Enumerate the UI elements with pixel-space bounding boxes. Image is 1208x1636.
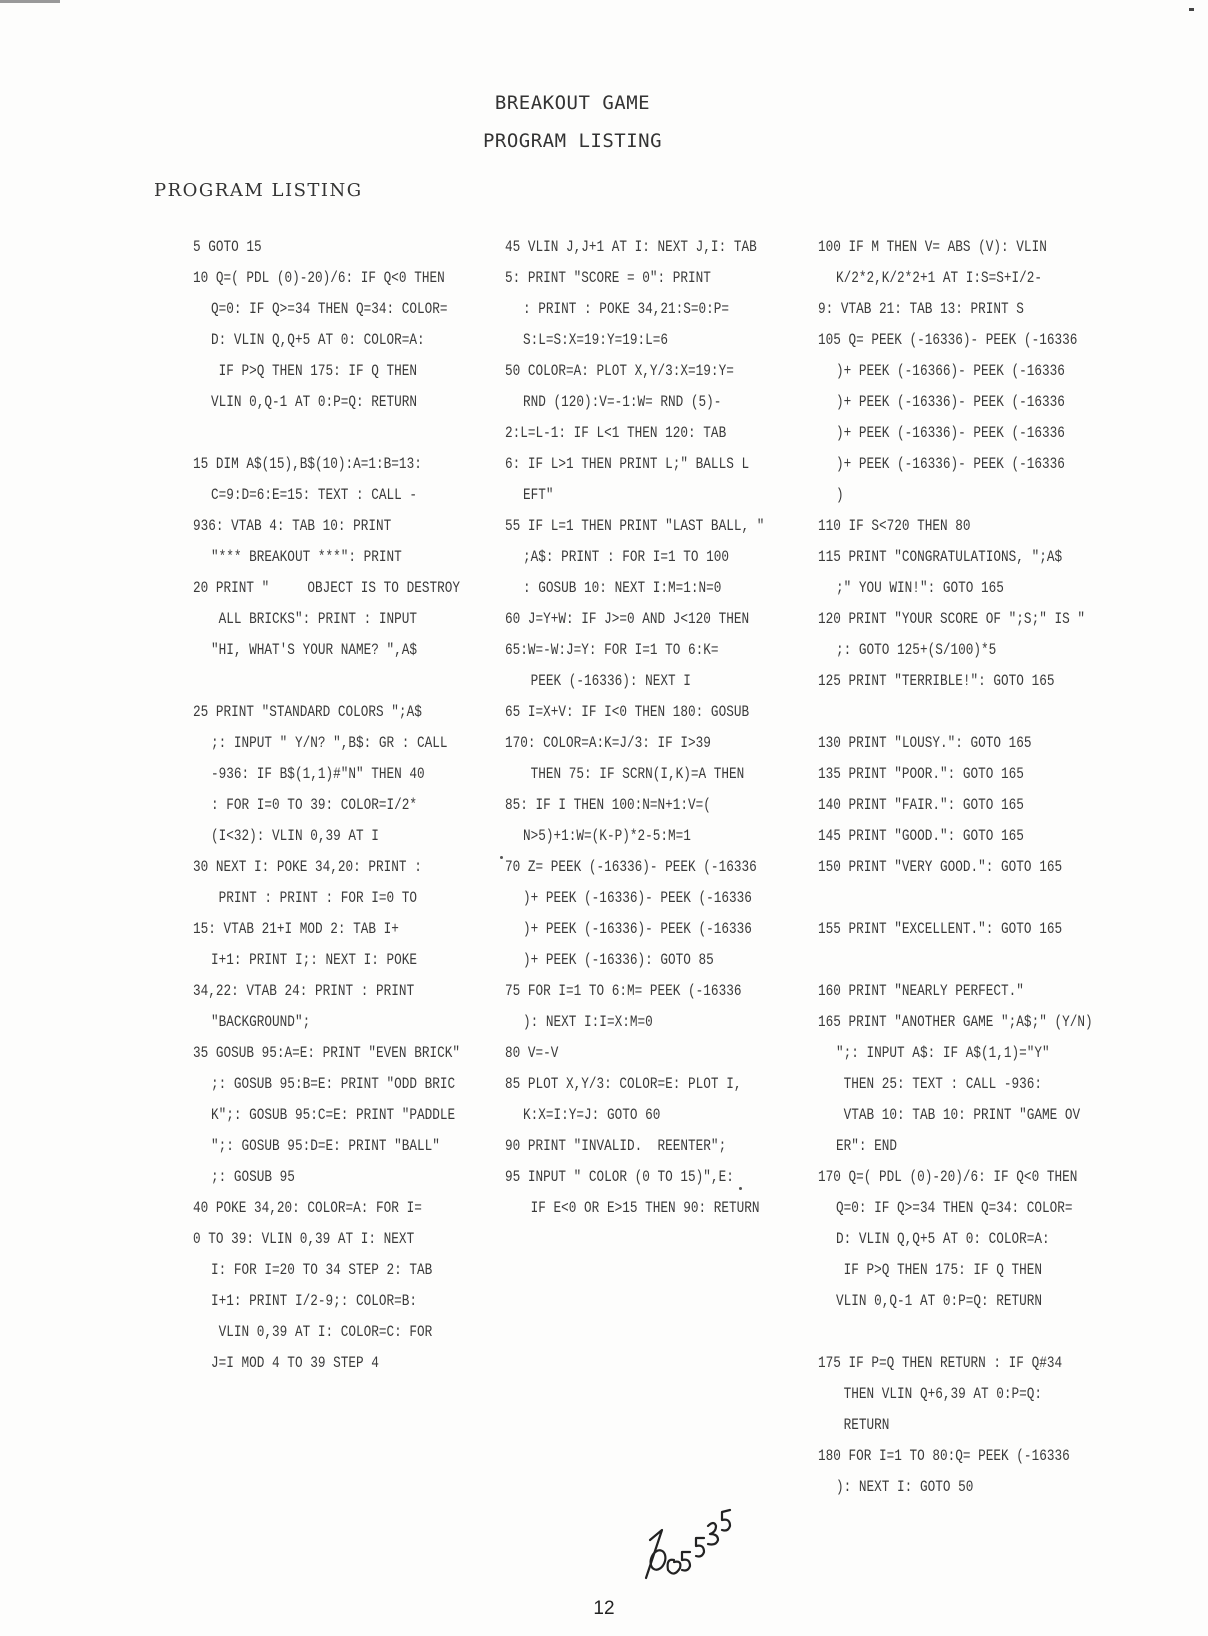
code-line: 160 PRINT "NEARLY PERFECT." [818, 982, 1024, 1000]
code-line-continuation: ): NEXT I:I=X:M=0 [523, 1013, 653, 1031]
code-line: 5 GOTO 15 [193, 238, 262, 256]
code-line: 180 FOR I=1 TO 80:Q= PEEK (-16336 [818, 1447, 1070, 1465]
code-line: 55 IF L=1 THEN PRINT "LAST BALL, " [505, 517, 765, 535]
code-line: 45 VLIN J,J+1 AT I: NEXT J,I: TAB [505, 238, 757, 256]
line-gap [818, 697, 1093, 728]
code-line-continuation: EFT" [523, 486, 554, 504]
code-line-continuation: D: VLIN Q,Q+5 AT 0: COLOR=A: [836, 1230, 1050, 1248]
code-line-continuation: )+ PEEK (-16336)- PEEK (-16336 [836, 393, 1065, 411]
code-line-continuation: I+1: PRINT I;: NEXT I: POKE [211, 951, 417, 969]
code-line: 936: VTAB 4: TAB 10: PRINT [193, 517, 392, 535]
code-line: 170: COLOR=A:K=J/3: IF I>39 [505, 734, 711, 752]
code-line: 2:L=L-1: IF L<1 THEN 120: TAB [505, 424, 727, 442]
code-line-continuation: K";: GOSUB 95:C=E: PRINT "PADDLE [211, 1106, 456, 1124]
line-gap [193, 666, 460, 697]
stray-mark [739, 1187, 742, 1190]
code-line: 0 TO 39: VLIN 0,39 AT I: NEXT [193, 1230, 415, 1248]
handwritten-note [638, 1500, 748, 1590]
code-line: 110 IF S<720 THEN 80 [818, 517, 971, 535]
code-line-continuation: ";: GOSUB 95:D=E: PRINT "BALL" [211, 1137, 440, 1155]
stray-mark [500, 856, 503, 859]
code-line: 10 Q=( PDL (0)-20)/6: IF Q<0 THEN [193, 269, 445, 287]
code-line: 65 I=X+V: IF I<0 THEN 180: GOSUB [505, 703, 750, 721]
page-number: 12 [593, 1598, 615, 1619]
code-line: 40 POKE 34,20: COLOR=A: FOR I= [193, 1199, 422, 1217]
code-line-continuation: PRINT : PRINT : FOR I=0 TO [211, 889, 417, 907]
code-line-continuation: I+1: PRINT I/2-9;: COLOR=B: [211, 1292, 417, 1310]
code-line: 20 PRINT " OBJECT IS TO DESTROY [193, 579, 460, 597]
code-line: 35 GOSUB 95:A=E: PRINT "EVEN BRICK" [193, 1044, 460, 1062]
code-line-continuation: THEN 25: TEXT : CALL -936: [836, 1075, 1042, 1093]
code-line: 135 PRINT "POOR.": GOTO 165 [818, 765, 1024, 783]
code-line: 34,22: VTAB 24: PRINT : PRINT [193, 982, 415, 1000]
code-line-continuation: : GOSUB 10: NEXT I:M=1:N=0 [523, 579, 722, 597]
code-line-continuation: C=9:D=6:E=15: TEXT : CALL - [211, 486, 417, 504]
code-line: 175 IF P=Q THEN RETURN : IF Q#34 [818, 1354, 1063, 1372]
code-line-continuation: Q=0: IF Q>=34 THEN Q=34: COLOR= [211, 300, 448, 318]
code-line-continuation: D: VLIN Q,Q+5 AT 0: COLOR=A: [211, 331, 425, 349]
code-line: 85 PLOT X,Y/3: COLOR=E: PLOT I, [505, 1075, 742, 1093]
line-gap [818, 1317, 1093, 1348]
code-line-continuation: J=I MOD 4 TO 39 STEP 4 [211, 1354, 379, 1372]
code-line-continuation: THEN VLIN Q+6,39 AT 0:P=Q: [836, 1385, 1042, 1403]
code-line: 155 PRINT "EXCELLENT.": GOTO 165 [818, 920, 1063, 938]
code-line-continuation: ;: GOSUB 95:B=E: PRINT "ODD BRIC [211, 1075, 456, 1093]
code-line: 120 PRINT "YOUR SCORE OF ";S;" IS " [818, 610, 1085, 628]
listing-column-2 [505, 232, 764, 1224]
code-line-continuation: RND (120):V=-1:W= RND (5)- [523, 393, 722, 411]
code-line: 60 J=Y+W: IF J>=0 AND J<120 THEN [505, 610, 750, 628]
code-line: 100 IF M THEN V= ABS (V): VLIN [818, 238, 1047, 256]
code-line: 70 Z= PEEK (-16336)- PEEK (-16336 [505, 858, 757, 876]
code-line-continuation: )+ PEEK (-16336)- PEEK (-16336 [836, 455, 1065, 473]
code-line-continuation: VLIN 0,Q-1 AT 0:P=Q: RETURN [211, 393, 417, 411]
scan-edge-mark [0, 0, 60, 3]
code-line: 145 PRINT "GOOD.": GOTO 165 [818, 827, 1024, 845]
code-line-continuation: S:L=S:X=19:Y=19:L=6 [523, 331, 668, 349]
code-line-continuation: )+ PEEK (-16336): GOTO 85 [523, 951, 714, 969]
code-line-continuation: PEEK (-16336): NEXT I [523, 672, 691, 690]
code-line: 15: VTAB 21+I MOD 2: TAB I+ [193, 920, 399, 938]
code-line: 95 INPUT " COLOR (0 TO 15)",E: [505, 1168, 734, 1186]
code-line-continuation: ): NEXT I: GOTO 50 [836, 1478, 974, 1496]
code-line-continuation: ;: INPUT " Y/N? ",B$: GR : CALL [211, 734, 448, 752]
code-line-continuation: VLIN 0,Q-1 AT 0:P=Q: RETURN [836, 1292, 1042, 1310]
code-line: 50 COLOR=A: PLOT X,Y/3:X=19:Y= [505, 362, 734, 380]
scan-speck [1189, 8, 1194, 11]
code-line-continuation: ;: GOTO 125+(S/100)*5 [836, 641, 997, 659]
code-line: 130 PRINT "LOUSY.": GOTO 165 [818, 734, 1032, 752]
code-line: 125 PRINT "TERRIBLE!": GOTO 165 [818, 672, 1055, 690]
line-gap [818, 945, 1093, 976]
code-line-continuation: K:X=I:Y=J: GOTO 60 [523, 1106, 661, 1124]
code-line-continuation: N>5)+1:W=(K-P)*2-5:M=1 [523, 827, 691, 845]
document-subtitle: PROGRAM LISTING [482, 130, 663, 152]
code-line-continuation: VTAB 10: TAB 10: PRINT "GAME OV [836, 1106, 1081, 1124]
code-line-continuation: "*** BREAKOUT ***": PRINT [211, 548, 402, 566]
code-line-continuation: IF P>Q THEN 175: IF Q THEN [836, 1261, 1042, 1279]
code-line: 6: IF L>1 THEN PRINT L;" BALLS L [505, 455, 750, 473]
code-line-continuation: )+ PEEK (-16336)- PEEK (-16336 [836, 424, 1065, 442]
code-line-continuation: THEN 75: IF SCRN(I,K)=A THEN [523, 765, 745, 783]
code-line: 165 PRINT "ANOTHER GAME ";A$;" (Y/N) [818, 1013, 1093, 1031]
listing-column-3 [818, 232, 1093, 1503]
code-line-continuation: ALL BRICKS": PRINT : INPUT [211, 610, 417, 628]
code-line-continuation: "BACKGROUND"; [211, 1013, 311, 1031]
code-line-continuation: IF P>Q THEN 175: IF Q THEN [211, 362, 417, 380]
code-line: 75 FOR I=1 TO 6:M= PEEK (-16336 [505, 982, 742, 1000]
code-line-continuation: )+ PEEK (-16336)- PEEK (-16336 [523, 889, 752, 907]
code-line: 150 PRINT "VERY GOOD.": GOTO 165 [818, 858, 1063, 876]
code-line-continuation: I: FOR I=20 TO 34 STEP 2: TAB [211, 1261, 433, 1279]
code-line-continuation: -936: IF B$(1,1)#"N" THEN 40 [211, 765, 425, 783]
listing-column-1 [193, 232, 460, 1379]
code-line: 5: PRINT "SCORE = 0": PRINT [505, 269, 711, 287]
code-line: 65:W=-W:J=Y: FOR I=1 TO 6:K= [505, 641, 719, 659]
code-line-continuation: ;" YOU WIN!": GOTO 165 [836, 579, 1004, 597]
code-line: 140 PRINT "FAIR.": GOTO 165 [818, 796, 1024, 814]
code-line-continuation: ;: GOSUB 95 [211, 1168, 295, 1186]
section-heading: PROGRAM LISTING [154, 180, 363, 201]
code-line-continuation: (I<32): VLIN 0,39 AT I [211, 827, 379, 845]
code-line: 90 PRINT "INVALID. REENTER"; [505, 1137, 727, 1155]
code-line: 85: IF I THEN 100:N=N+1:V=( [505, 796, 711, 814]
code-line-continuation: RETURN [836, 1416, 890, 1434]
code-line: 80 V=-V [505, 1044, 559, 1062]
code-line-continuation: ) [836, 486, 844, 504]
code-line-continuation: K/2*2,K/2*2+1 AT I:S=S+I/2- [836, 269, 1042, 287]
code-line-continuation: ;A$: PRINT : FOR I=1 TO 100 [523, 548, 729, 566]
line-gap [818, 883, 1093, 914]
code-line-continuation: Q=0: IF Q>=34 THEN Q=34: COLOR= [836, 1199, 1073, 1217]
code-line-continuation: VLIN 0,39 AT I: COLOR=C: FOR [211, 1323, 433, 1341]
code-line: 115 PRINT "CONGRATULATIONS, ";A$ [818, 548, 1063, 566]
code-line: 25 PRINT "STANDARD COLORS ";A$ [193, 703, 422, 721]
code-line-continuation: : PRINT : POKE 34,21:S=0:P= [523, 300, 729, 318]
code-line: 30 NEXT I: POKE 34,20: PRINT : [193, 858, 422, 876]
code-line-continuation: "HI, WHAT'S YOUR NAME? ",A$ [211, 641, 417, 659]
code-line-continuation: ";: INPUT A$: IF A$(1,1)="Y" [836, 1044, 1050, 1062]
code-line: 15 DIM A$(15),B$(10):A=1:B=13: [193, 455, 422, 473]
code-line: 9: VTAB 21: TAB 13: PRINT S [818, 300, 1024, 318]
code-line-continuation: )+ PEEK (-16366)- PEEK (-16336 [836, 362, 1065, 380]
code-line-continuation: : FOR I=0 TO 39: COLOR=I/2* [211, 796, 417, 814]
code-line-continuation: IF E<0 OR E>15 THEN 90: RETURN [523, 1199, 760, 1217]
line-gap [193, 418, 460, 449]
code-line-continuation: )+ PEEK (-16336)- PEEK (-16336 [523, 920, 752, 938]
code-line: 170 Q=( PDL (0)-20)/6: IF Q<0 THEN [818, 1168, 1078, 1186]
document-title: BREAKOUT GAME [494, 92, 651, 114]
code-line-continuation: ER": END [836, 1137, 898, 1155]
code-line: 105 Q= PEEK (-16336)- PEEK (-16336 [818, 331, 1078, 349]
